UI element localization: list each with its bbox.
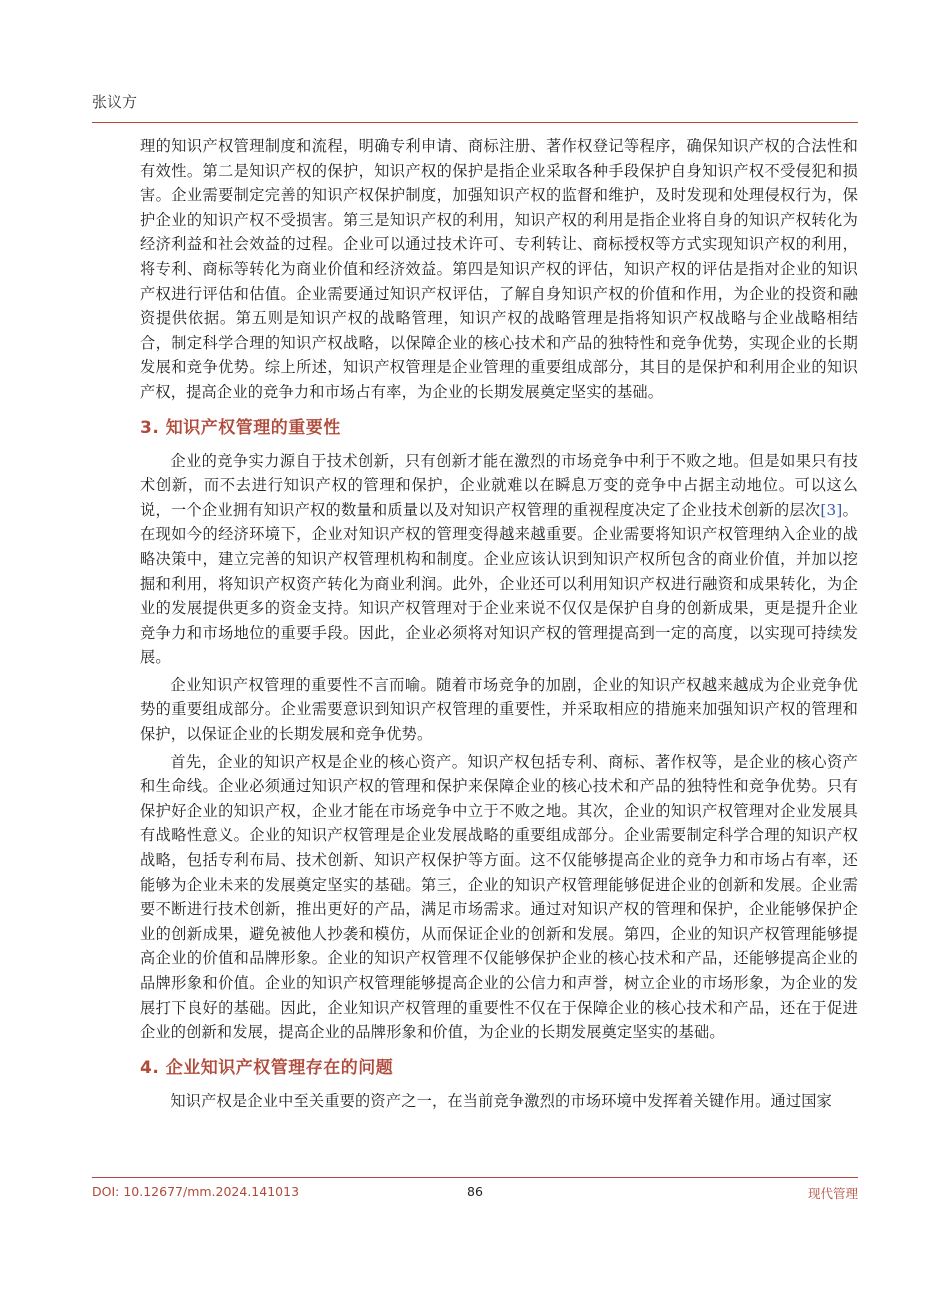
paragraph-continued: 理的知识产权管理制度和流程，明确专利申请、商标注册、著作权登记等程序，确保知识产权的合法性和有效性。第二是知识产权的保护，知识产权的保护是指企业采取各种手段保护自身知识产权不受侵犯和损害。企业需要制定完善的知识产权保护制度，加强知识产权的监督和维护，及时发现和处理侵权行为，保护企业的知识产权不受损害。第三是知识产权的利用，知识产权的利用是指企业将自身的知识产权转化为经济利益和社会效益的过程。企业可以通过技术许可、专利转让、商标授权等方式实现知识产权的利用，将专利、商标等转化为商业价值和经济效益。第四是知识产权的评估，知识产权的评估是指对企业的知识产权进行评估和估值。企业需要通过知识产权评估，了解自身知识产权的价值和作用，为企业的投资和融资提供依据。第五则是知识产权的战略管理，知识产权的战略管理是指将知识产权战略与企业战略相结合，制定科学合理的知识产权战略，以保障企业的核心技术和产品的独特性和竞争优势，实现企业的长期发展和竞争优势。综上所述，知识产权管理是企业管理的重要组成部分，其目的是保护和利用企业的知识产权，提高企业的竞争力和市场占有率，为企业的长期发展奠定坚实的基础。 xyxy=(140,137,858,401)
paragraph-importance-intro xyxy=(140,449,858,670)
footer-journal-name: 现代管理 xyxy=(807,1186,858,1201)
section-heading-4: 4. 企业知识产权管理存在的问题 xyxy=(140,1057,394,1078)
paragraph-core-assets: 首先，企业的知识产权是企业的核心资产。知识产权包括专利、商标、著作权等，是企业的核心资产和生命线。企业必须通过知识产权的管理和保护来保障企业的核心技术和产品的独特性和竞争优势。只有保护好企业的知识产权，企业才能在市场竞争中立于不败之地。其次，企业的知识产权管理对企业发展具有战略性意义。企业的知识产权管理是企业发展战略的重要组成部分。企业需要制定科学合理的知识产权战略，包括专利布局、技术创新、知识产权保护等方面。这不仅能够提高企业的竞争力和市场占有率，还能够为企业未来的发展奠定坚实的基础。第三，企业的知识产权管理能够促进企业的创新和发展。企业需要不断进行技术创新，推出更好的产品，满足市场需求。通过对知识产权的管理和保护，企业能够保护企业的创新成果，避免被他人抄袭和模仿，从而保证企业的创新和发展。第四，企业的知识产权管理能够提高企业的价值和品牌形象。企业的知识产权管理不仅能够保护企业的核心技术和产品，还能够提高企业的品牌形象和价值。企业的知识产权管理能够提高企业的公信力和声誉，树立企业的市场形象，为企业的发展打下良好的基础。因此，企业知识产权管理的重要性不仅在于保障企业的核心技术和产品，还在于促进企业的创新和发展，提高企业的品牌形象和价值，为企业的长期发展奠定坚实的基础。 xyxy=(140,752,858,1042)
paragraph-importance-obvious: 企业知识产权管理的重要性不言而喻。随着市场竞争的加剧，企业的知识产权越来越成为企业竞争优势的重要组成部分。企业需要意识到知识产权管理的重要性，并采取相应的措施来加强知识产权的管理和保护，以保证企业的长期发展和竞争优势。 xyxy=(140,675,858,744)
section-heading-3: 3. 知识产权管理的重要性 xyxy=(140,417,341,438)
header-author: 张议方 xyxy=(92,93,138,111)
paragraph-text: 。在现如今的经济环境下，企业对知识产权的管理变得越来越重要。企业需要将知识产权管理纳入企业的战略决策中，建立完善的知识产权管理机构和制度。企业应该认识到知识产权所包含的商业价值，并加以挖掘和利用，将知识产权资产转化为商业利润。此外，企业还可以利用知识产权进行融资和成果转化，为企业的发展提供更多的资金支持。知识产权管理对于企业来说不仅仅是保护自身的创新成果，更是提升企业竞争力和市场地位的重要手段。因此，企业必须将对知识产权的管理提高到一定的高度，以实现可持续发展。 xyxy=(140,500,858,667)
page-footer xyxy=(92,1177,858,1208)
page-number: 86 xyxy=(467,1184,483,1199)
paragraph-problems-intro: 知识产权是企业中至关重要的资产之一，在当前竞争激烈的市场环境中发挥着关键作用。通过国家 xyxy=(170,1091,833,1110)
paragraph-text: 企业的竞争实力源自于技术创新，只有创新才能在激烈的市场竞争中利于不败之地。但是如果只有技术创新，而不去进行知识产权的管理和保护，企业就难以在瞬息万变的竞争中占据主动地位。可以这么说，一个企业拥有知识产权的数量和质量以及对知识产权管理的重视程度决定了企业技术创新的层次 xyxy=(140,451,858,519)
footer-doi[interactable]: DOI: 10.12677/mm.2024.141013 xyxy=(92,1184,300,1199)
article-body xyxy=(140,134,858,1113)
citation-link[interactable]: [3] xyxy=(820,500,843,519)
page-header xyxy=(92,88,858,123)
